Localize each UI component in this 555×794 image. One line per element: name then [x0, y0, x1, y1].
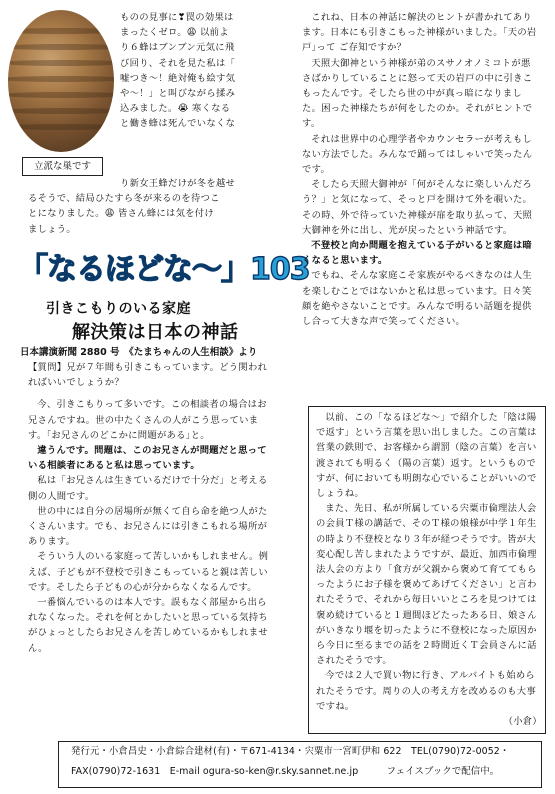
hornet-nest-photo	[8, 10, 114, 152]
article-paragraph: そういう人のいる家庭って苦しいかもしれません。例えば、子どもが不登校で引きこもっていると親は苦しいです。そしたら子どもの心が分からなくなるんです。	[28, 551, 269, 593]
footer-contact-line: FAX(0790)72-1631 E-mail ogura-so-ken@r.sky.sannet.ne.jp フェイスブックで配信中。	[71, 766, 500, 777]
intro-line: まったくゼロ。😩 以前よ	[120, 27, 229, 39]
article-paragraph: 今、引きこもりって多いです。この相談者の場合はお兄さんですね。世の中たくさんの人がこう思っています。｢お兄さんのどこかに問題がある｣と。	[28, 399, 267, 441]
article-paragraph: 一番悩んでいるのは本人です。誤もなく部屋から出られなくなった。それを何とかしたいと思っている気持ちがひょっとしたらお兄さんを苦しめているかもしれません。	[28, 597, 268, 654]
commentary-paragraph: 今では２人で買い物に行き、アルバイトも始められたそうです。周りの人の考え方を改めるのも大事ですね。	[316, 670, 536, 712]
article-paragraph: 【質問】兄が７年間も引きこもっています。どう関われればいいでしょうか？	[28, 362, 268, 389]
article-headline: 解決策は日本の神話	[72, 322, 239, 343]
article-paragraph: そしたら天照大御神が「何がそんなに楽しいんだろう？」と気になって、そっと戸を開けて外を覗いた。その時、外で待っていた神様が扉を取り払って、天照大御神を外に出し、光が戻ったという神話です。	[302, 179, 533, 236]
article-paragraph: 世の中には自分の居場所が無くて自ら命を絶つ人がたくさんいます。でも、お兄さんには引きこもれる場所があります。	[28, 505, 268, 548]
article-paragraph: それは世界中の心理学者やカウンセラーが考えもしない方法でした。みんなで踊ってはしゃいで笑ったんです。	[302, 133, 533, 176]
article-source: 日本講演新聞 2880 号 《たまちゃんの人生相談》より	[20, 347, 258, 358]
commentary-signature: （小倉）	[503, 716, 542, 728]
footer-address-line: 発行元・小倉昌史・小倉綜合建材(有)・〒671-4134・宍粟市一宮町伊和 622 TEL(0790)72-0052・	[71, 746, 510, 757]
intro-line: 込みました。😭 寒くなる	[120, 103, 231, 115]
article-paragraph: 天照大御神という神様が弟のスサノオノミコトが悪さばかりしていることに怒って天の岩戸の中に引きこもったんです。そしたら世の中が真っ暗になりました。困った神様たちが何をしたのか。それがヒントです。	[302, 57, 533, 130]
intro-line: り新女王蜂だけが冬を越せ	[120, 178, 236, 189]
intro-line: ましょう。	[28, 223, 76, 235]
intro-line: とになりました。😩 皆さん蜂には気を付け	[28, 208, 214, 220]
intro-line: 嘘つき〜！絶対俺も絵す気	[120, 72, 236, 84]
column-banner	[18, 248, 310, 292]
article-paragraph-bold: 違うんです。問題は、このお兄さんが問題だと思っている相談者にあると私は思っています。	[28, 445, 267, 472]
commentary-text	[316, 410, 542, 729]
photo-caption: 立派な巣です	[22, 157, 103, 176]
intro-line: び回り、それを見た私は「	[120, 57, 236, 69]
publisher-footer	[58, 741, 542, 788]
intro-text-top	[120, 10, 272, 132]
intro-line: るそうで、結局ひたすら冬が来るのを待つこ	[28, 193, 220, 205]
intro-line: と働き蜂は死んでいなくな	[120, 118, 236, 130]
article-paragraph: でもね、そんな家庭こそ家族がやるべきなのは人生を楽しむことではないかと私は思っています。日々笑顔を絶やさないことです。みんなで明るい話題を提供し合って大きな声で笑ってください。	[302, 270, 533, 328]
article-left-column	[28, 360, 274, 656]
article-right-column	[302, 10, 540, 329]
banner-title: 「なるほどな〜」103	[18, 252, 310, 287]
article-paragraph: 私は「お兄さんは生きているだけで十分だ」と考える側の人間です。	[28, 475, 268, 502]
intro-text-bottom	[28, 176, 274, 237]
commentary-paragraph: また、先日、私が所属している宍粟市倫理法人会の会員Ｔ様の講話で、そのＴ様の娘様が中学１年生の時より不登校となり３年が経つそうです。皆が大変心配し苦しまれたようですが、最近、加西市倫理法人会の方より「食方が父親から褒めて育ててもらったようにお子様を褒めてあげてください」と言われたそうで、それから毎日いいところを見つけては褒め続けていると１週間ほどたったある日、娘さんがいきなり堰を切ったように不登校になった原因から今日に至るまでの話を２時間近くＴ会員さんに話されたそうです。	[316, 503, 537, 667]
article-subtitle: 引きこもりのいる家庭	[46, 301, 191, 317]
article-paragraph: これね、日本の神話に解決のヒントが書かれてあります。日本にも引きこもった神様がいました。｢天の岩戸｣って ご存知ですか？	[302, 12, 537, 54]
intro-line: ものの見事に❣罠の効果は	[120, 12, 234, 23]
intro-line: り６蜂はブンブン元気に飛	[120, 42, 235, 54]
intro-line: や〜！」と叫びながら揉み	[120, 88, 236, 100]
article-paragraph-bold: 不登校と向か問題を抱えている子がいると家庭は暗くなると思います。	[302, 240, 533, 267]
commentary-paragraph: 以前、この「なるほどな〜」で紹介した「陰は陽で返す」という言葉を思い出しました。この言葉は営業の鉄則で、お客様から謂罰（陰の言葉）を言い渡されても明るく（陽の言葉）返す。というものですが、何においても明朗な心でいることがいいのでしょうね。	[316, 412, 537, 500]
